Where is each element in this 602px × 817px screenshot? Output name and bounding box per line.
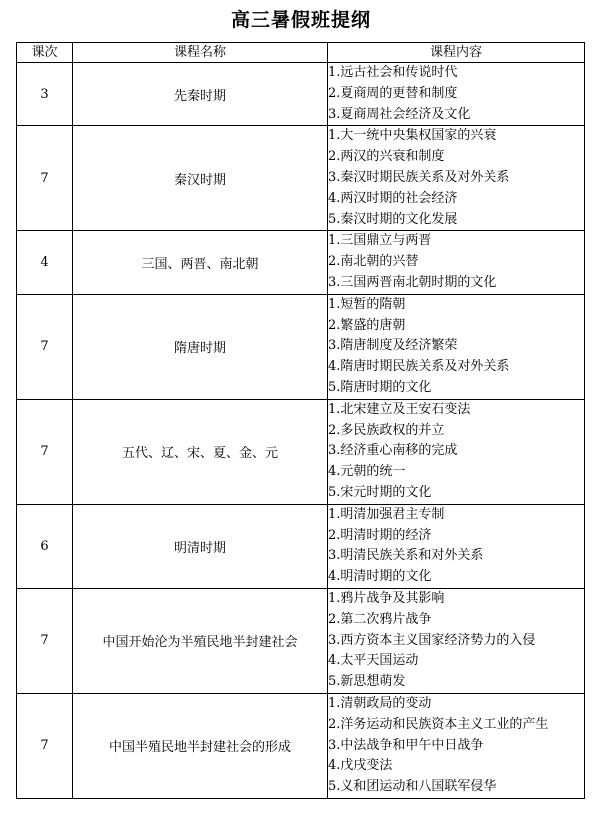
lesson-count-cell: 7 (17, 588, 73, 693)
topic-item: 4.元朝的统一 (328, 464, 406, 480)
course-content-cell (328, 504, 585, 588)
topic-item: 3.中法战争和甲午中日战争 (328, 737, 484, 753)
topic-item: 3.明清民族关系和对外关系 (328, 548, 484, 564)
topic-item: 2.洋务运动和民族资本主义工业的产生 (328, 716, 549, 732)
lesson-count-cell: 3 (17, 63, 73, 126)
topic-item: 4.两汉时期的社会经济 (328, 190, 458, 206)
course-name-cell: 先秦时期 (73, 63, 328, 126)
table-row (17, 693, 585, 798)
header-course-name: 课程名称 (73, 43, 328, 63)
course-content-cell (328, 126, 585, 231)
topic-item: 1.远古社会和传说时代 (328, 65, 458, 80)
topic-item: 5.隋唐时期的文化 (328, 379, 432, 395)
table-row (17, 231, 585, 294)
topic-item: 2.第二次鸦片战争 (328, 611, 432, 627)
table-row (17, 294, 585, 399)
lesson-count-cell: 7 (17, 126, 73, 231)
table-row (17, 63, 585, 126)
lesson-count-cell: 7 (17, 294, 73, 399)
course-content-cell (328, 294, 585, 399)
topic-item: 2.繁盛的唐朝 (328, 317, 406, 333)
topic-item: 2.夏商周的更替和制度 (328, 85, 458, 101)
topic-item: 3.西方资本主义国家经济势力的入侵 (328, 632, 536, 648)
topic-item: 3.隋唐制度及经济繁荣 (328, 338, 458, 354)
topic-item: 3.秦汉时期民族关系及对外关系 (328, 169, 510, 185)
table-row (17, 504, 585, 588)
topic-item: 3.三国两晋南北朝时期的文化 (328, 274, 497, 290)
course-content-cell (328, 399, 585, 504)
table-header-row (17, 43, 585, 63)
topic-item: 5.义和团运动和八国联军侵华 (328, 779, 497, 795)
syllabus-table (16, 42, 585, 799)
course-content-cell (328, 63, 585, 126)
table-body (17, 63, 585, 799)
course-name-cell: 中国开始沦为半殖民地半封建社会 (73, 588, 328, 693)
header-lesson-count: 课次 (17, 43, 73, 63)
topic-item: 5.秦汉时期的文化发展 (328, 211, 458, 227)
topic-item: 1.清朝政局的变动 (328, 695, 432, 711)
course-name-cell: 五代、辽、宋、夏、金、元 (73, 399, 328, 504)
lesson-count-cell: 4 (17, 231, 73, 294)
topic-item: 4.戊戌变法 (328, 758, 393, 774)
course-content-cell (328, 588, 585, 693)
topic-item: 3.经济重心南移的完成 (328, 443, 458, 459)
topic-item: 1.北宋建立及王安石变法 (328, 401, 471, 417)
course-name-cell: 秦汉时期 (73, 126, 328, 231)
page-title: 高三暑假班提纲 (230, 9, 371, 31)
topic-item: 1.短暂的隋朝 (328, 296, 406, 312)
topic-item: 4.太平天国运动 (328, 653, 419, 669)
topic-item: 4.明清时期的文化 (328, 569, 432, 585)
course-name-cell: 中国半殖民地半封建社会的形成 (73, 693, 328, 798)
topic-item: 2.明清时期的经济 (328, 527, 432, 543)
topic-item: 5.新思想萌发 (328, 674, 406, 690)
topic-item: 2.多民族政权的并立 (328, 422, 445, 438)
topic-item: 1.明清加强君主专制 (328, 506, 445, 522)
course-content-cell (328, 693, 585, 798)
topic-item: 1.大一统中央集权国家的兴衰 (328, 128, 497, 144)
topic-item: 3.夏商周社会经济及文化 (328, 106, 471, 122)
table-row (17, 399, 585, 504)
topic-item: 1.鸦片战争及其影响 (328, 590, 445, 606)
topic-item: 1.三国鼎立与两晋 (328, 233, 432, 249)
topic-item: 5.宋元时期的文化 (328, 484, 432, 500)
table-row (17, 588, 585, 693)
course-name-cell: 三国、两晋、南北朝 (73, 231, 328, 294)
course-name-cell: 明清时期 (73, 504, 328, 588)
topic-item: 4.隋唐时期民族关系及对外关系 (328, 359, 510, 375)
topic-item: 2.南北朝的兴替 (328, 254, 419, 270)
lesson-count-cell: 7 (17, 399, 73, 504)
lesson-count-cell: 6 (17, 504, 73, 588)
lesson-count-cell: 7 (17, 693, 73, 798)
topic-item: 2.两汉的兴衰和制度 (328, 149, 445, 165)
header-course-content: 课程内容 (328, 43, 585, 63)
table-row (17, 126, 585, 231)
course-name-cell: 隋唐时期 (73, 294, 328, 399)
course-content-cell (328, 231, 585, 294)
